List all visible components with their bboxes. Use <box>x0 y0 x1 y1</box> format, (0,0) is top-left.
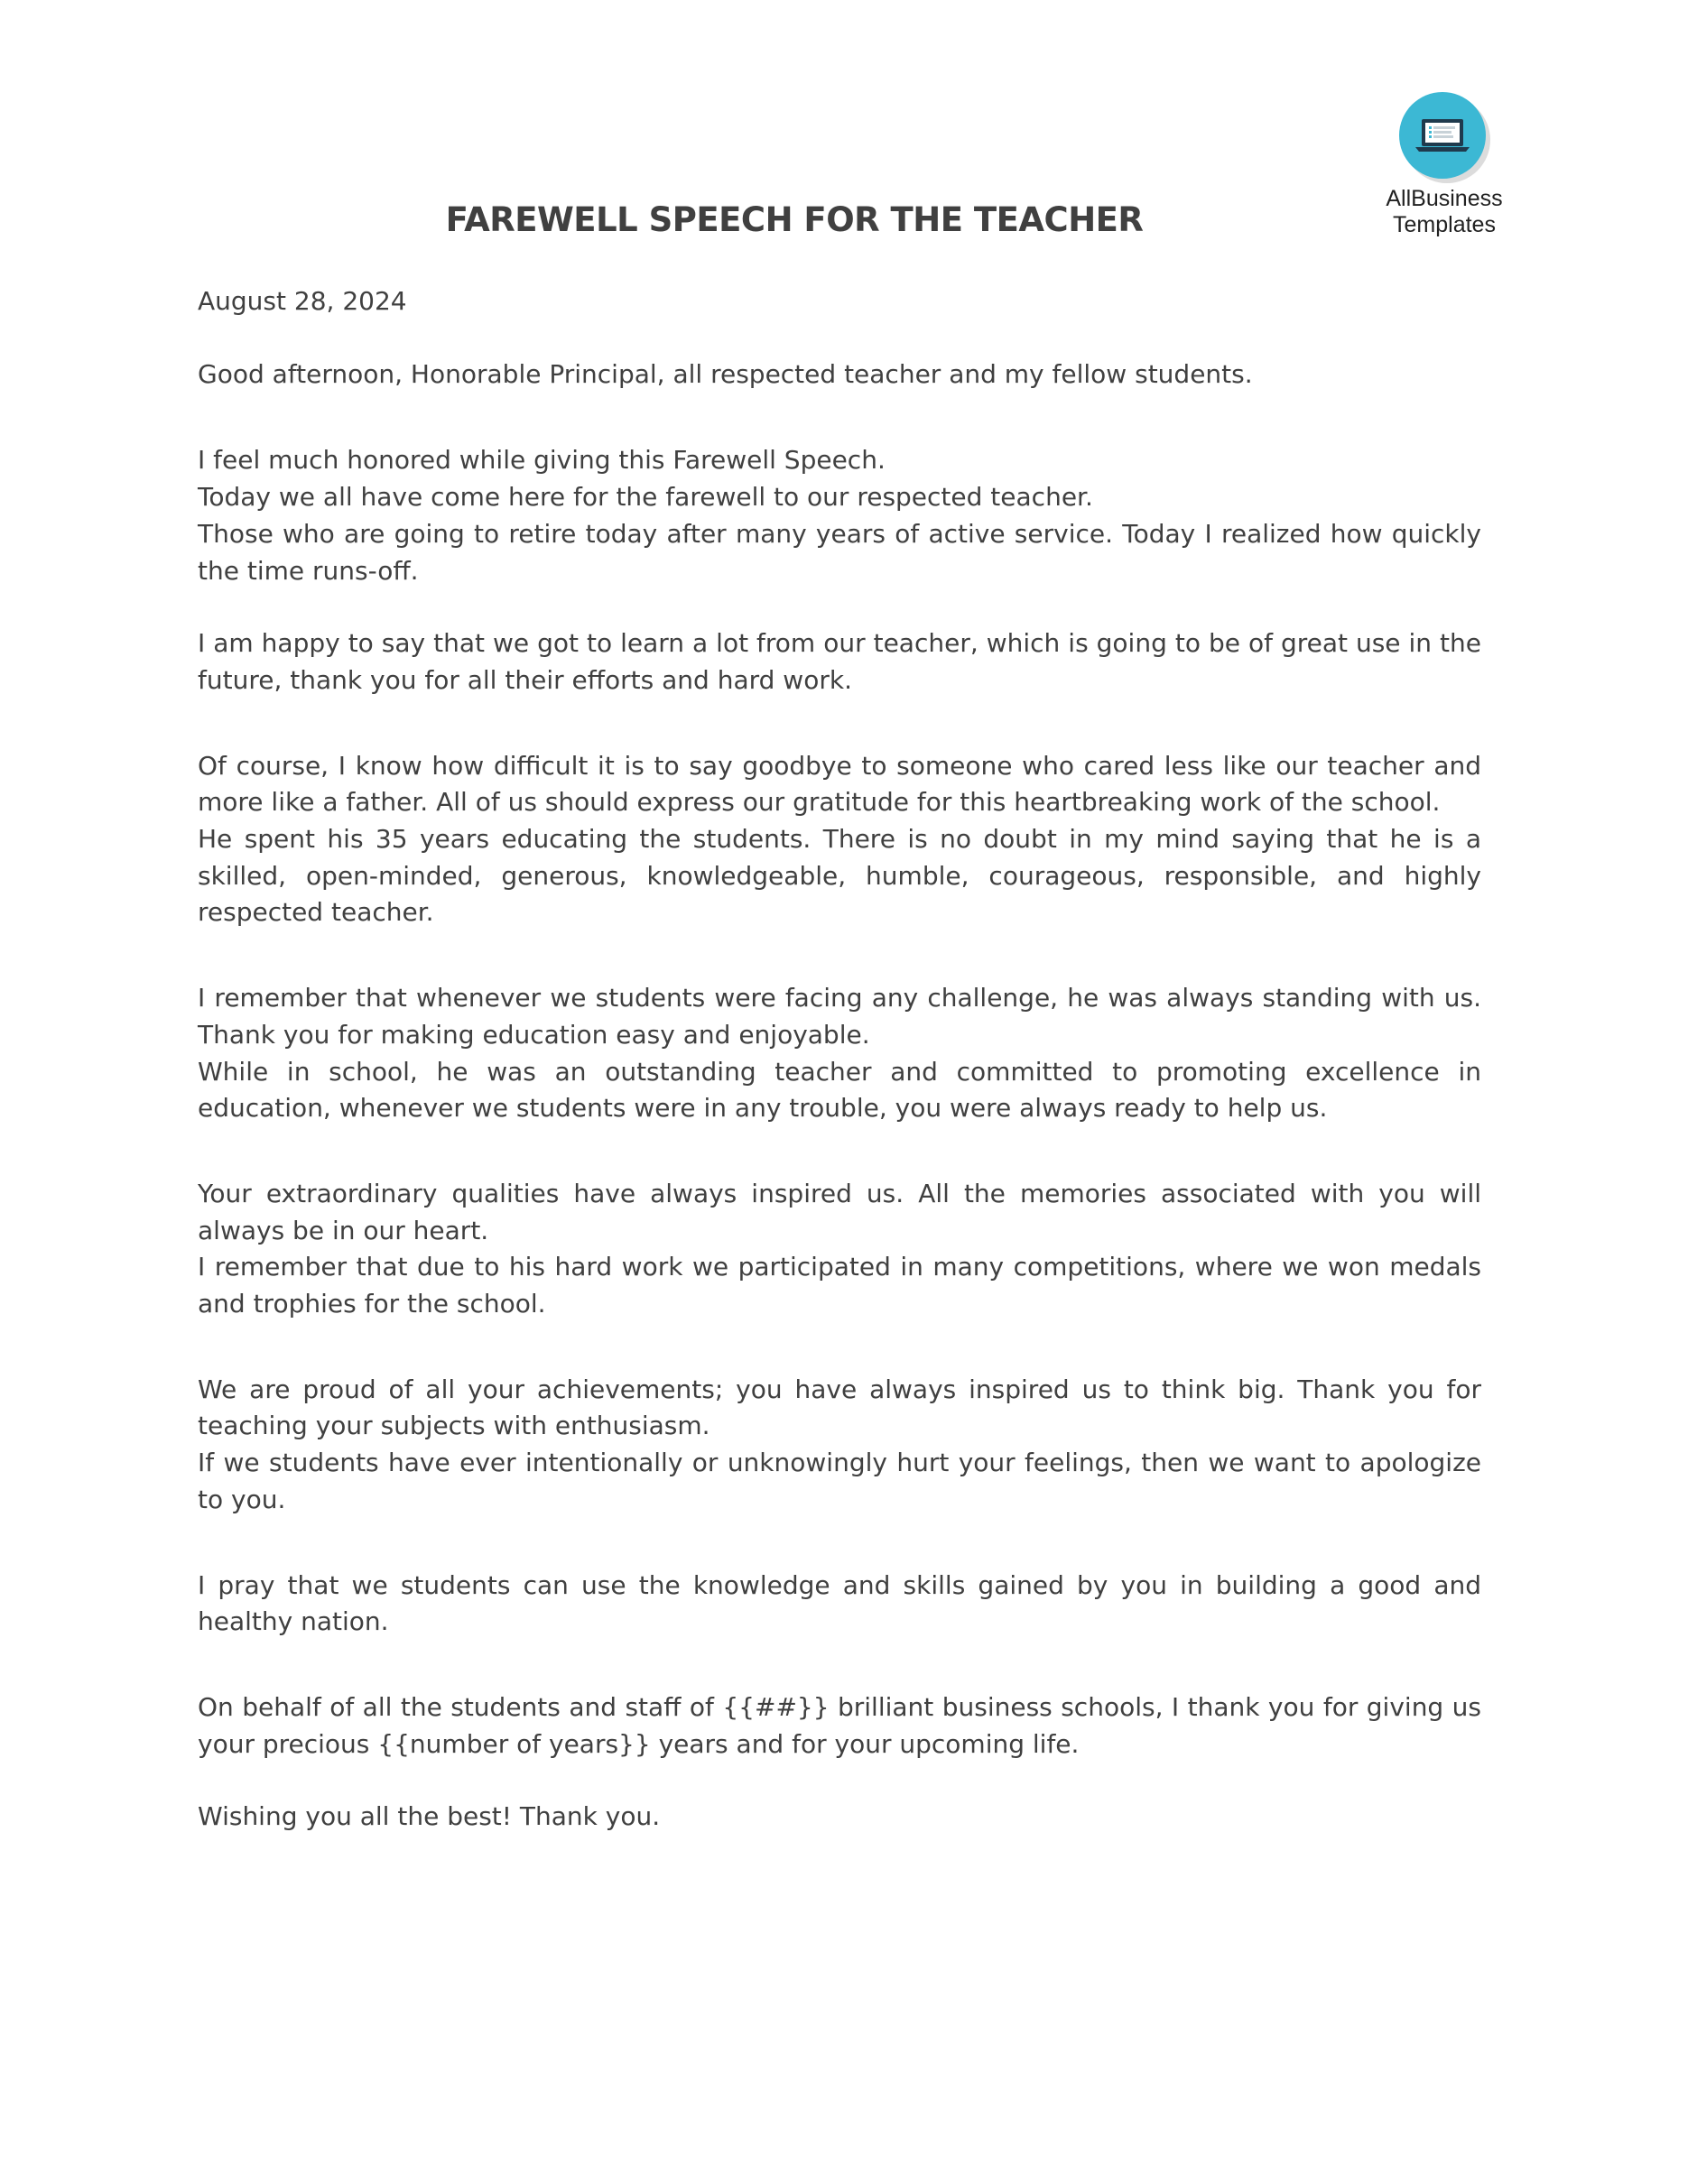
paragraph-1 <box>198 442 1481 589</box>
paragraph-line: He spent his 35 years educating the students. There is no doubt in my mind saying that he is a skilled, open-minded, generous, knowledgeable, humble, courageous, responsible, and highly respected teacher. <box>198 824 1481 928</box>
speech-greeting: Good afternoon, Honorable Principal, all respected teacher and my fellow students. <box>198 358 1253 389</box>
paragraph-line: While in school, he was an outstanding teacher and committed to promoting excellence in education, whenever we students were in any trouble, you were always ready to help us. <box>198 1056 1481 1124</box>
logo-line-1: AllBusiness <box>1386 186 1503 211</box>
paragraph-line: Those who are going to retire today after many years of active service. Today I realized how quickly the time runs-off. <box>198 518 1481 586</box>
paragraph-line: I am happy to say that we got to learn a lot from our teacher, which is going to be of great use in the future, thank you for all their efforts and hard work. <box>198 628 1481 695</box>
paragraph-7 <box>198 1568 1481 1641</box>
paragraph-line: I pray that we students can use the knowledge and skills gained by you in building a good and healthy nation. <box>198 1569 1481 1637</box>
paragraph-line: I feel much honored while giving this Farewell Speech. <box>198 445 886 476</box>
paragraph-line: I remember that whenever we students were facing any challenge, he was always standing with us. Thank you for making education easy and enjoyable. <box>198 983 1481 1050</box>
logo-line-2: Templates <box>1393 212 1496 237</box>
paragraph-line: Today we all have come here for the farewell to our respected teacher. <box>198 482 1093 513</box>
paragraph-4 <box>198 980 1481 1127</box>
laptop-icon <box>1397 90 1491 184</box>
paragraph-line: Your extraordinary qualities have always inspired us. All the memories associated with you will always be in our heart. <box>198 1178 1481 1245</box>
paragraph-line: Of course, I know how difficult it is to say goodbye to someone who cared less like our teacher and more like a father. All of us should express our gratitude for this heartbreaking work of the school. <box>198 750 1481 818</box>
paragraph-2 <box>198 625 1481 699</box>
paragraph-3 <box>198 748 1481 932</box>
speech-date: August 28, 2024 <box>198 286 407 316</box>
paragraph-6 <box>198 1372 1481 1519</box>
speech-closing: Wishing you all the best! Thank you. <box>198 1801 661 1832</box>
speech-body <box>198 283 1481 1836</box>
paragraph-line: If we students have ever intentionally or unknowingly hurt your feelings, then we want to apologize to you. <box>198 1448 1481 1514</box>
page-title: FAREWELL SPEECH FOR THE TEACHER <box>445 200 1144 239</box>
paragraph-8 <box>198 1689 1481 1763</box>
paragraph-5 <box>198 1176 1481 1323</box>
paragraph-line: I remember that due to his hard work we participated in many competitions, where we won medals and trophies for the school. <box>198 1252 1481 1319</box>
paragraph-line: We are proud of all your achievements; you have always inspired us to think big. Thank you for teaching your subjects with enthusiasm. <box>198 1374 1481 1441</box>
paragraph-line: On behalf of all the students and staff of {{##}} brilliant business schools, I thank you for giving us your precious {{number of years}} years and for your upcoming life. <box>198 1691 1481 1759</box>
